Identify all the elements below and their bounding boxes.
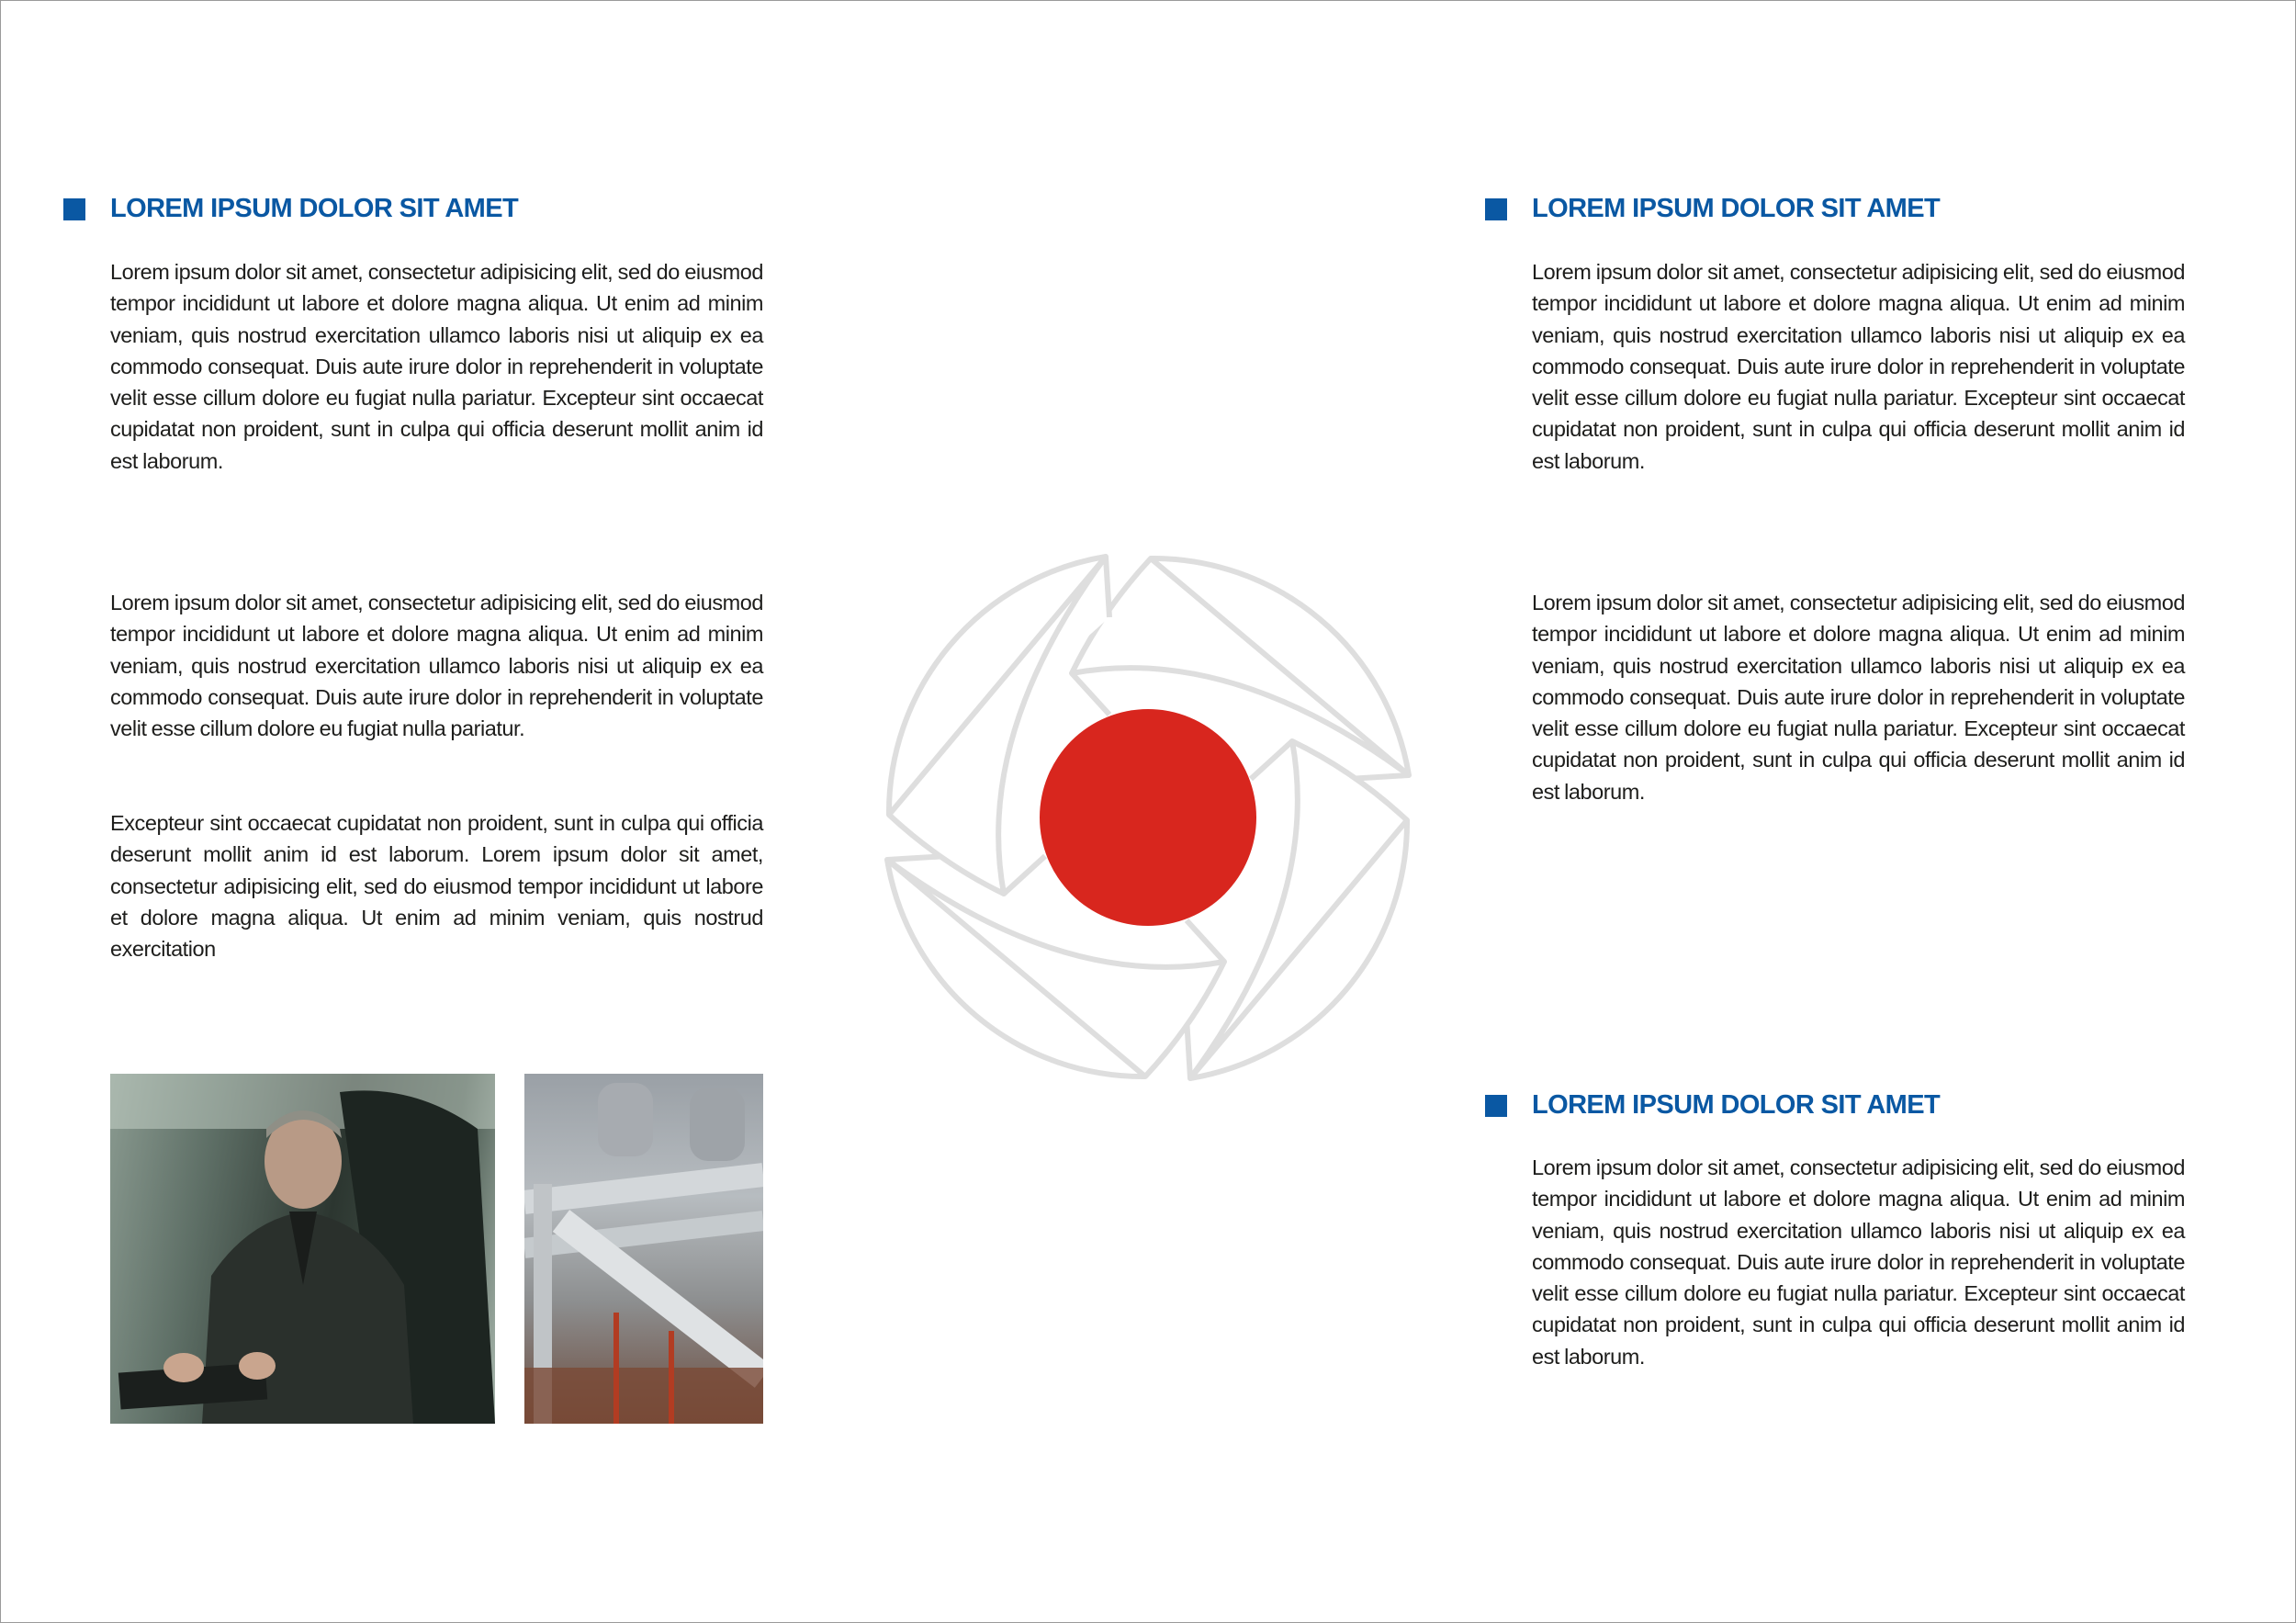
left-paragraph-1: Lorem ipsum dolor sit amet, consectetur adipisicing elit, sed do eiusmod tempor incididunt ut labore et dolore magna aliqua. Ut enim ad minim veniam, quis nostrud exercitation ullamco laboris nisi ut aliquip ex ea commodo consequat. Duis aute irure dolor in reprehenderit in voluptate velit esse cillum dolore eu fugiat nulla pariatur. Excepteur sint occaecat cupidatat non proident, sunt in culpa qui officia deserunt mollit anim id est laborum. [110,260,763,473]
heading-text: LOREM IPSUM DOLOR SIT AMET [110,194,519,223]
left-paragraph-2: Lorem ipsum dolor sit amet, consectetur adipisicing elit, sed do eiusmod tempor incididunt ut labore et dolore magna aliqua. Ut enim ad minim veniam, quis nostrud exercitation ullamco laboris nisi ut aliquip ex ea commodo consequat. Duis aute irure dolor in reprehenderit in voluptate velit esse cillum dolore eu fugiat nulla pariatur. [110,591,763,741]
left-section-heading [63,194,518,224]
right-paragraph-1: Lorem ipsum dolor sit amet, consectetur adipisicing elit, sed do eiusmod tempor incididunt ut labore et dolore magna aliqua. Ut enim ad minim veniam, quis nostrud exercitation ullamco laboris nisi ut aliquip ex ea commodo consequat. Duis aute irure dolor in reprehenderit in voluptate velit esse cillum dolore eu fugiat nulla pariatur. Excepteur sint occaecat cupidatat non proident, sunt in culpa qui officia deserunt mollit anim id est laborum. [1532,260,2185,473]
left-paragraph-3: Excepteur sint occaecat cupidatat non proident, sunt in culpa qui officia deserunt mollit anim id est laborum. Lorem ipsum dolor sit amet, consectetur adipisicing elit, sed do eiusmod tempor incididunt ut labore et dolore magna aliqua. Ut enim ad minim veniam, quis nostrud exercitation [110,811,763,962]
pipes-illustration [524,1074,763,1424]
aperture-logo [863,533,1433,1102]
red-circle [1040,709,1256,926]
businessman-illustration [110,1074,495,1424]
heading-text: LOREM IPSUM DOLOR SIT AMET [1532,194,1941,223]
square-bullet-icon [1485,198,1507,220]
heading-text: LOREM IPSUM DOLOR SIT AMET [1532,1090,1941,1120]
right-paragraph-2: Lorem ipsum dolor sit amet, consectetur adipisicing elit, sed do eiusmod tempor incididunt ut labore et dolore magna aliqua. Ut enim ad minim veniam, quis nostrud exercitation ullamco laboris nisi ut aliquip ex ea commodo consequat. Duis aute irure dolor in reprehenderit in voluptate velit esse cillum dolore eu fugiat nulla pariatur. Excepteur sint occaecat cupidatat non proident, sunt in culpa qui officia deserunt mollit anim id est laborum. [1532,591,2185,804]
industrial-pipes-photo [524,1074,763,1424]
right-section-heading-2 [1485,1090,1940,1121]
right-section-heading-1 [1485,194,1940,224]
square-bullet-icon [63,198,85,220]
right-paragraph-3: Lorem ipsum dolor sit amet, consectetur adipisicing elit, sed do eiusmod tempor incididunt ut labore et dolore magna aliqua. Ut enim ad minim veniam, quis nostrud exercitation ullamco laboris nisi ut aliquip ex ea commodo consequat. Duis aute irure dolor in reprehenderit in voluptate velit esse cillum dolore eu fugiat nulla pariatur. Excepteur sint occaecat cupidatat non proident, sunt in culpa qui officia deserunt mollit anim id est laborum. [1532,1155,2185,1369]
square-bullet-icon [1485,1095,1507,1117]
businessman-in-car-photo [110,1074,495,1424]
